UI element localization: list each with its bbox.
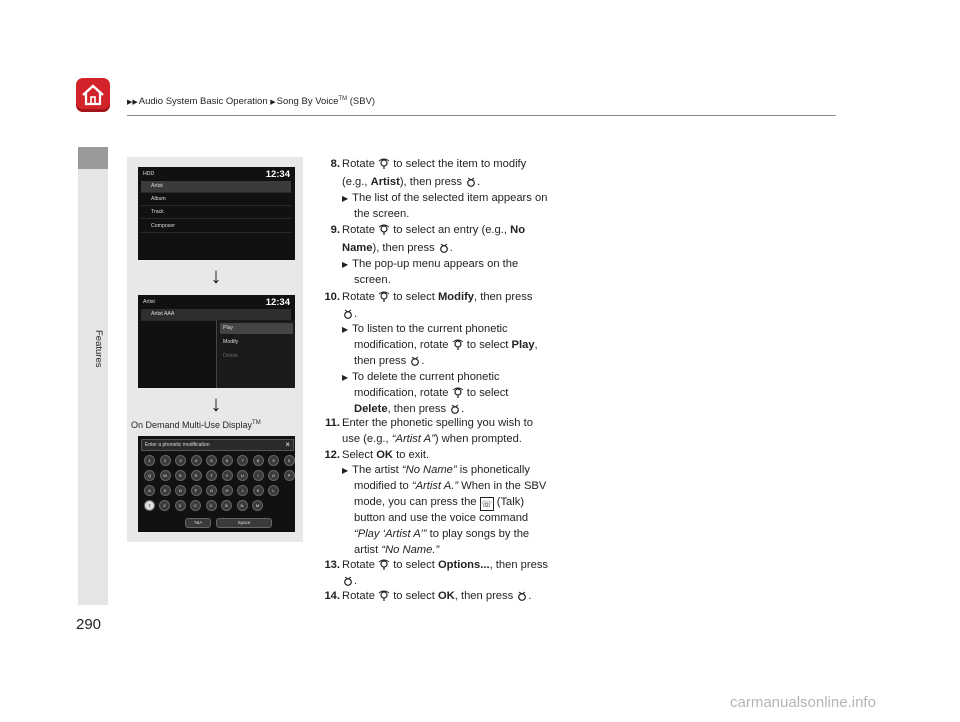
step-8-result: ▶ The list of the selected item appears on (342, 192, 548, 204)
keyboard-key[interactable]: V (206, 500, 217, 511)
keyboard-key[interactable]: Y (222, 470, 233, 481)
keyboard-key[interactable]: D (175, 485, 186, 496)
keyboard-key[interactable]: X (175, 500, 186, 511)
step-10-listen-cont: modification, rotate to select Play, (354, 339, 538, 351)
keyboard-key[interactable]: 6 (222, 455, 233, 466)
keyboard-key[interactable]: F (191, 485, 202, 496)
step-12-result-cont3: button and use the voice command (354, 512, 529, 524)
step-10-delete-cont2: Delete, then press . (354, 403, 465, 415)
selector-knob-icon (378, 223, 390, 235)
list-item[interactable]: Artist AAA (141, 309, 291, 321)
home-button[interactable] (76, 78, 110, 112)
shift-key-icon[interactable]: ⇧ (144, 500, 155, 511)
step-8-line-2: (e.g., Artist), then press . (342, 176, 481, 188)
header-divider (127, 115, 836, 116)
keyboard-key[interactable]: B (221, 500, 232, 511)
screen-hdd-list (138, 167, 295, 260)
screen-title: Artist (143, 299, 155, 305)
step-13-line-2: . (342, 573, 357, 589)
keyboard-key[interactable]: U (237, 470, 248, 481)
keyboard-key[interactable]: 9 (268, 455, 279, 466)
selector-knob-icon (378, 290, 390, 302)
breadcrumb-link-2[interactable]: Song By Voice™ (SBV) (276, 96, 376, 108)
selector-knob-icon (378, 558, 390, 570)
step-10-delete-cont: modification, rotate to select (354, 387, 509, 399)
list-item[interactable]: Album (141, 194, 291, 206)
keyboard-key[interactable]: P (284, 470, 295, 481)
breadcrumb-arrow-icon: ▶▶ (127, 99, 138, 107)
talk-button-icon: ☏ (480, 499, 493, 509)
popup-item-modify[interactable]: Modify (223, 339, 239, 345)
side-tab (78, 147, 108, 605)
section-label: Features (93, 330, 104, 368)
step-9-result-cont: screen. (354, 274, 391, 286)
selector-knob-icon (452, 338, 464, 350)
keyboard-key[interactable]: K (253, 485, 264, 496)
keyboard-key[interactable]: T (206, 470, 217, 481)
step-8-line-1: Rotate to select the item to modify (342, 158, 527, 170)
step-8-result-cont: the screen. (354, 208, 410, 220)
breadcrumb-link-1[interactable]: Audio System Basic Operation (138, 96, 268, 108)
step-12-result-cont4: “Play ‘Artist A’” to play songs by the (354, 528, 530, 540)
step-12-result: ▶ The artist “No Name” is phonetically (342, 464, 530, 476)
keyboard-key[interactable]: H (222, 485, 233, 496)
step-9-line-1: Rotate to select an entry (e.g., No (342, 224, 526, 236)
press-button-icon (465, 175, 477, 187)
page-number: 290 (76, 616, 102, 633)
keyboard-key[interactable]: 1 (144, 455, 155, 466)
list-item[interactable]: Artist (141, 181, 291, 193)
press-button-icon (342, 307, 354, 319)
screen-phonetic-keyboard (138, 436, 295, 532)
step-11-line-1: Enter the phonetic spelling you wish to (342, 417, 533, 429)
popup-item-play[interactable]: Play (220, 323, 293, 334)
step-10-delete: ▶ To delete the current phonetic (342, 371, 500, 383)
press-button-icon (516, 589, 528, 601)
keyboard-key[interactable]: G (206, 485, 217, 496)
down-arrow-icon: ↓ (210, 263, 222, 288)
side-tab-marker (78, 147, 108, 169)
popup-menu (216, 320, 295, 388)
keyboard-key[interactable]: I (253, 470, 264, 481)
home-icon (76, 78, 110, 112)
breadcrumb-arrow-icon: ▶ (270, 99, 276, 107)
step-10-line-2: . (342, 306, 357, 322)
step-9-result: ▶ The pop-up menu appears on the (342, 258, 519, 270)
keyboard-key[interactable]: 8 (253, 455, 264, 466)
press-button-icon (449, 402, 461, 414)
press-button-icon (438, 241, 450, 253)
close-icon[interactable]: × (285, 440, 290, 449)
keyboard-key[interactable]: S (160, 485, 171, 496)
screen-clock: 12:34 (265, 297, 290, 308)
panel-caption: On Demand Multi-Use Display™ (131, 420, 261, 430)
keyboard-key[interactable]: J (237, 485, 248, 496)
watermark: carmanualsonline.info (730, 694, 876, 711)
keyboard-key[interactable]: 7 (237, 455, 248, 466)
screenshot-panel (127, 157, 303, 542)
keyboard-key[interactable]: 3 (175, 455, 186, 466)
step-12-line-1: Select OK to exit. (342, 449, 430, 461)
list-item[interactable]: Composer (141, 221, 291, 233)
step-11-line-2: use (e.g., “Artist A”) when prompted. (342, 433, 522, 445)
screen-title: HDD (143, 171, 155, 177)
step-12-result-cont1: modified to “Artist A.” When in the SBV (354, 480, 547, 492)
keyboard-key[interactable]: 4 (191, 455, 202, 466)
step-12-result-cont2: mode, you can press the ☏ (Talk) (354, 496, 525, 509)
list-item[interactable]: Track (141, 207, 291, 219)
step-9-line-2: Name), then press . (342, 242, 453, 254)
space-key[interactable]: Space (216, 518, 272, 528)
screen-clock: 12:34 (265, 169, 290, 180)
keyboard-key[interactable]: N (237, 500, 248, 511)
selector-knob-icon (378, 589, 390, 601)
screen-artist-popup (138, 295, 295, 388)
step-14-line-1: Rotate to select OK, then press . (342, 590, 532, 602)
selector-knob-icon (452, 386, 464, 398)
keyboard-input-field[interactable]: Enter a phonetic modification × (141, 439, 294, 451)
keyboard-key[interactable]: R (191, 470, 202, 481)
keyboard-key[interactable]: 2 (160, 455, 171, 466)
symbol-key[interactable]: ?&A (185, 518, 211, 528)
step-12-result-cont5: artist “No Name.” (354, 544, 440, 556)
keyboard-key[interactable]: C (190, 500, 201, 511)
step-13-line-1: Rotate to select Options..., then press (342, 559, 549, 571)
keyboard-key[interactable]: M (252, 500, 263, 511)
keyboard-key[interactable]: Q (144, 470, 155, 481)
keyboard-key[interactable]: A (144, 485, 155, 496)
keyboard-key[interactable]: W (160, 470, 171, 481)
keyboard-key[interactable]: L (268, 485, 279, 496)
keyboard-key[interactable]: Z (159, 500, 170, 511)
step-10-listen: ▶ To listen to the current phonetic (342, 323, 508, 335)
popup-item-delete[interactable]: Delete (223, 353, 238, 359)
keyboard-key[interactable]: E (175, 470, 186, 481)
breadcrumb (127, 96, 375, 107)
press-button-icon (409, 354, 421, 366)
press-button-icon (342, 574, 354, 586)
down-arrow-icon: ↓ (210, 391, 222, 416)
keyboard-key[interactable]: O (268, 470, 279, 481)
selector-knob-icon (378, 157, 390, 169)
step-10-line-1: Rotate to select Modify, then press (342, 291, 533, 303)
keyboard-key[interactable]: 0 (284, 455, 295, 466)
keyboard-key[interactable]: 5 (206, 455, 217, 466)
step-10-listen-cont2: then press . (354, 355, 425, 367)
